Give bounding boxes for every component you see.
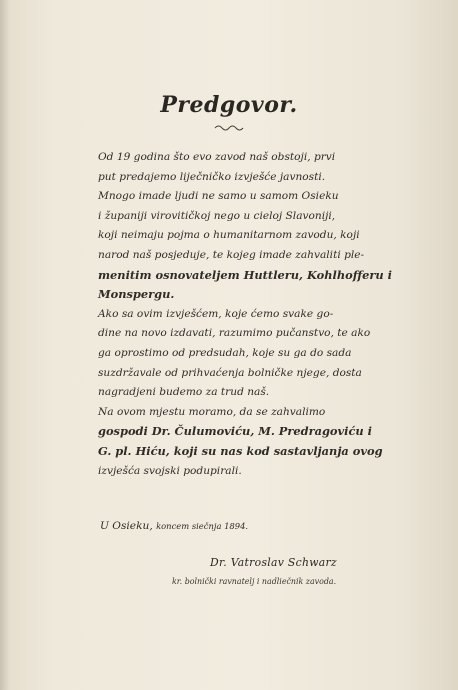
text-line: koji neimaju pojma o humanitarnom zavodu, koji [98, 229, 360, 242]
text-line: put predajemo liječničko izvješće javnosti. [98, 170, 326, 183]
text-line-founders: Monspergu. [98, 287, 175, 302]
page-title: Predgovor. [160, 92, 298, 118]
title-ornament-icon [214, 124, 244, 132]
preface-body [60, 148, 392, 481]
text-line-names: gospodi Dr. Čulumoviću, M. Predragoviću i [98, 424, 372, 439]
paragraph-4 [60, 403, 383, 481]
text-line: narod naš posjeduje, te kojeg imade zahvaliti ple- [98, 248, 365, 261]
date-place: U Osieku, [100, 520, 153, 532]
text-line: Mnogo imade ljudi ne samo u samom Osieku [98, 190, 339, 203]
text-line: Na ovom mjestu moramo, da se zahvalimo [98, 405, 326, 418]
text-line-founders: menitim osnovateljem Huttleru, Kohlhofferu i [98, 267, 392, 282]
signature-title: kr. bolnički ravnatelj i nadliečnik zavoda. [172, 577, 337, 586]
text-line: nagradjeni budemo za trud naš. [98, 386, 270, 399]
text-line: i županiji virovitičkoj nego u cieloj Slavoniji, [98, 209, 336, 222]
signature-name: Dr. Vatroslav Schwarz [210, 556, 337, 569]
text-line: ga oprostimo od predsudah, koje su ga do sada [98, 346, 352, 359]
text-line: izvješća svojski podupirali. [98, 464, 242, 477]
paragraph-1 [60, 148, 378, 187]
text-line: suzdržavale od prihvaćenja bolničke njege, dosta [98, 366, 362, 379]
paragraph-3 [60, 305, 378, 403]
date-line [100, 520, 248, 532]
text-line: dine na novo izdavati, razumimo pučanstvo, te ako [98, 327, 371, 340]
paragraph-2 [60, 187, 392, 305]
text-line-names: G. pl. Hiću, koji su nas kod sastavljanja ovog [98, 443, 383, 458]
date-text: koncem siečnja 1894. [156, 521, 249, 531]
text-line: Ako sa ovim izvješćem, koje ćemo svake go- [98, 307, 334, 320]
text-line: Od 19 godina što evo zavod naš obstoji, prvi [98, 151, 336, 163]
